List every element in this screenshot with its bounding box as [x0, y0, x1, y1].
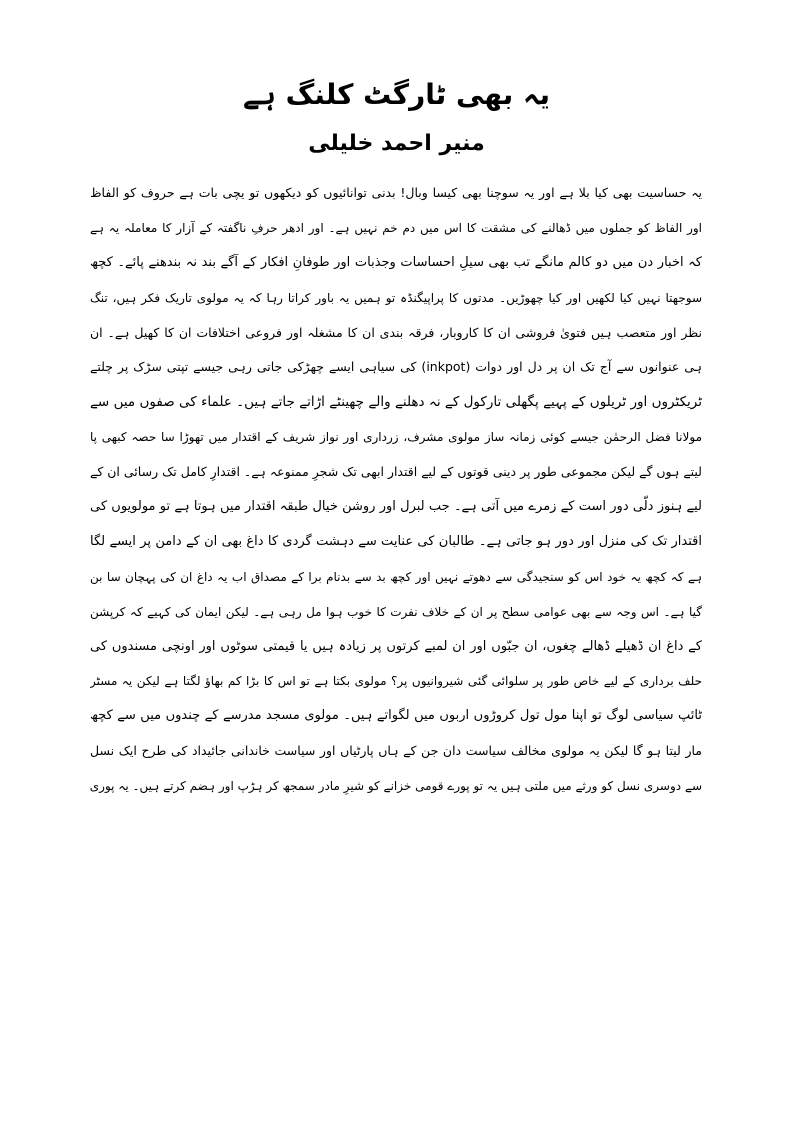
body-line: لیے ہنوز دلّی دور است کے زمرے میں آتی ہے۔ جب لبرل اور روشن خیال طبقہ اقتدار میں ہوتا ہے تو مولویوں کی	[90, 499, 702, 515]
body-line: ٹائپ سیاسی لوگ تو اپنا مول تول کروڑوں اربوں میں لگواتے ہیں۔ مولوی مسجد مدرسے کے چندوں میں سے کچھ	[90, 708, 702, 724]
body-line: کے داغ ان ڈھیلے ڈھالے چغوں، ان جبّوں اور ان لمبے کرتوں پر زیادہ ہیں یا قیمتی سوٹوں اور اونچی مسندوں کی	[90, 638, 702, 654]
body-line: نظر اور متعصب ہیں فتویٰ فروشی ان کا کاروبار، فرقہ بندی ان کا مشغلہ اور فروعی اختلافات ان کا کھیل ہے۔ ان	[90, 324, 702, 340]
body-line: حلف برداری کے لیے خاص طور پر سلوائی گئی شیروانیوں پر؟ مولوی بکتا ہے تو اس کا بڑا کم بھاؤ لگتا ہے لیکن یہ مسٹر	[90, 674, 702, 689]
body-line: یہ حساسیت بھی کیا بلا ہے اور یہ سوچنا بھی کیسا وبال! بدنی توانائیوں کو دیکھوں تو یچی بات ہے حروف کو الفاظ	[90, 185, 702, 200]
body-line: گیا ہے۔ اس وجہ سے بھی عوامی سطح پر ان کے خلاف نفرت کا خوب ہوا مل رہی ہے۔ لیکن ایمان کی کہیے کہ کرپشن	[90, 604, 702, 619]
article-title: یہ بھی ٹارگٹ کلنگ ہے	[243, 78, 550, 111]
article-body	[90, 176, 702, 804]
body-line: سے دوسری نسل کو ورثے میں ملتی ہیں یہ تو پورے قومی خزانے کو شیرِ مادر سمجھ کر ہڑپ اور ہضم کرتے ہیں۔ یہ پوری	[90, 779, 702, 794]
body-line: ہے کہ کچھ یہ خود اس کو سنجیدگی سے دھوتے نہیں اور کچھ بد سے بدنام برا کے مصداق اب یہ داغ ان کی پہچان سا بن	[90, 569, 702, 584]
body-line: کہ اخبار دن میں دو کالم مانگے تب بھی سیلِ احساسات وجذبات اور طوفانِ افکار کے آگے بند نہ بندھنے پائے۔ کچھ	[90, 254, 702, 270]
body-line: سوجھتا نہیں کیا لکھیں اور کیا چھوڑیں۔ مدتوں کا پراپیگنڈہ تو ہمیں یہ باور کراتا رہا کہ یہ مولوی تاریک فکر ہیں، تنگ	[90, 290, 702, 305]
body-line: لیتے ہوں گے لیکن مجموعی طور پر دینی قوتوں کے لیے اقتدار ابھی تک شجرِ ممنوعہ ہے۔ اقتدارِ کامل تک رسائی ان کے	[90, 464, 702, 480]
body-line: اقتدار تک کی منزل اور دور ہو جاتی ہے۔ طالبان کی عنایت سے دہشت گردی کا داغ بھی ان کے دامن پر ایسے لگا	[90, 533, 702, 549]
body-line: ہی عنوانوں سے آج تک ان پر دل اور دوات (inkpot) کی سیاہی ایسے چھڑکی جاتی رہی جیسے تپتی سڑک پر چلتے	[90, 359, 702, 375]
body-line: مولانا فضل الرحمٰن جیسے کوئی زمانہ ساز مولوی مشرف، زرداری اور نواز شریف کے اقتدار میں تھوڑا سا حصہ کبھی پا	[90, 430, 702, 445]
body-line: اور الفاظ کو جملوں میں ڈھالنے کی مشقت کا اس میں دم خم نہیں ہے۔ اور ادھر حرفِ ناگفتہ کے آزار کا معاملہ یہ ہے	[90, 220, 702, 235]
body-line: مار لیتا ہو گا لیکن یہ مولوی مخالف سیاست دان جن کے ہاں پارٹیاں اور سیاست خاندانی جائیداد کی طرح ایک نسل	[90, 743, 702, 759]
article-author: منیر احمد خلیلی	[308, 131, 485, 156]
body-line: ٹریکٹروں اور ٹریلوں کے پہیے پگھلی تارکول کے نہ دھلنے والے چھینٹے اڑاتے جاتے ہیں۔ علماء کی صفوں میں سے	[90, 394, 702, 411]
